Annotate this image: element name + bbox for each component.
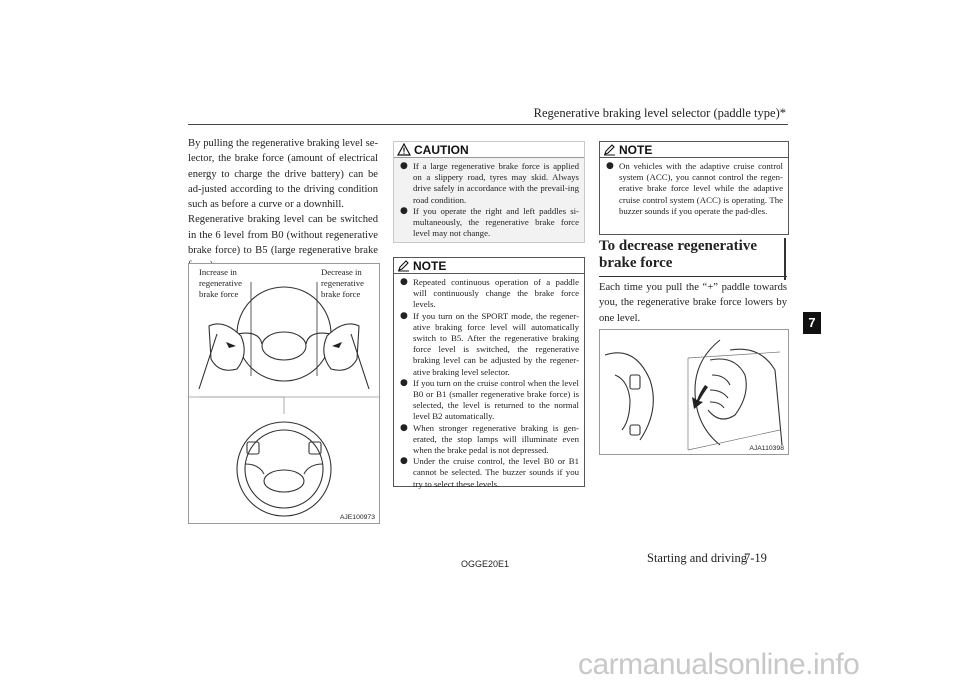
note-header [600, 142, 788, 158]
intro-paragraph-2: Regenerative braking level can be switched in the 6 level from B0 (without regenerative brake force) to B5 (large regenerative brake [188, 214, 378, 257]
list-item: ● When stronger regenerative braking is gen-erated, the stop lamps will illuminate even when the brake pedal is not depressed. [400, 422, 579, 456]
note-box-acc [599, 141, 789, 235]
header-rule [188, 124, 788, 125]
list-item: ● If a large regenerative brake force is applied on a slippery road, tyres may skid. Always drive safely in accordance with the prevail-ing road condition. [400, 161, 579, 205]
note-list [600, 158, 788, 221]
note-header [394, 258, 584, 274]
section-heading: To decrease regenerative brake force [599, 238, 787, 277]
list-item: ● If you turn on the SPORT mode, the regener-ative braking force level will automatically switch to B5. After the regenerative braking force level is switched, the regenerative braking level can be adjusted by the regener-ative braking level selector. [400, 310, 579, 377]
label-increase: Increase in regenerative brake force [199, 267, 242, 299]
list-item: ● If you operate the right and left paddles si-multaneously, the regenerative brake force level may not change. [400, 205, 579, 239]
note-pencil-icon [397, 259, 410, 272]
watermark: carmanualsonline.info [578, 648, 860, 681]
note-box [393, 257, 585, 487]
figure-pull-paddle [599, 329, 789, 455]
note-title: NOTE [619, 142, 653, 157]
intro-text [188, 136, 378, 274]
figure-code: AJA110398 [749, 445, 784, 452]
intro-paragraph-1: By pulling the regenerative braking level se-lector, the brake force (amount of electrical energy to charge the drive battery) can be ad-justed according to the driving condition such as before a curve or a downhill. [188, 138, 378, 211]
paddle-pull-illustration [600, 330, 788, 454]
section-heading-bar [784, 238, 786, 280]
caution-list [394, 158, 584, 243]
note-pencil-icon [603, 143, 616, 156]
warning-triangle-icon [397, 143, 411, 156]
note-list [394, 274, 584, 494]
figure-code: AJE100973 [339, 514, 375, 521]
footer-section-name: Starting and driving [647, 551, 747, 565]
section-paragraph: Each time you pull the “+” paddle towards you, the regenerative brake force lowers by one level. [599, 282, 787, 324]
list-item: ● Under the cruise control, the level B0 or B1 cannot be selected. The buzzer sounds if you try to select these levels. [400, 456, 579, 489]
caution-box [393, 141, 585, 243]
list-item: ● On vehicles with the adaptive cruise control system (ACC), you cannot control the regen-erative brake force level while the adaptive cruise control system (ACC) is operating. The buzzer sounds if you operate the pad-dles. [606, 161, 783, 216]
chapter-tab: 7 [803, 312, 821, 334]
section-text [599, 280, 787, 326]
list-item: ● If you turn on the cruise control when the level B0 or B1 (smaller regenerative brake force) is selected, the level is returned to the normal level B2 automatically. [400, 377, 579, 422]
caution-title: CAUTION [414, 142, 469, 157]
label-decrease: Decrease in regenerative brake force [321, 267, 364, 299]
note-title: NOTE [413, 258, 447, 273]
figure-steering-wheel-paddles [188, 263, 380, 524]
page-number: 7-19 [744, 551, 767, 565]
steering-wheel-illustration [189, 264, 379, 523]
footer-code: OGGE20E1 [461, 559, 510, 569]
caution-header [394, 142, 584, 158]
running-header: Regenerative braking level selector (paddle type)* [533, 106, 786, 120]
list-item: ● Repeated continuous operation of a paddle will continuously change the brake force levels. [400, 277, 579, 310]
